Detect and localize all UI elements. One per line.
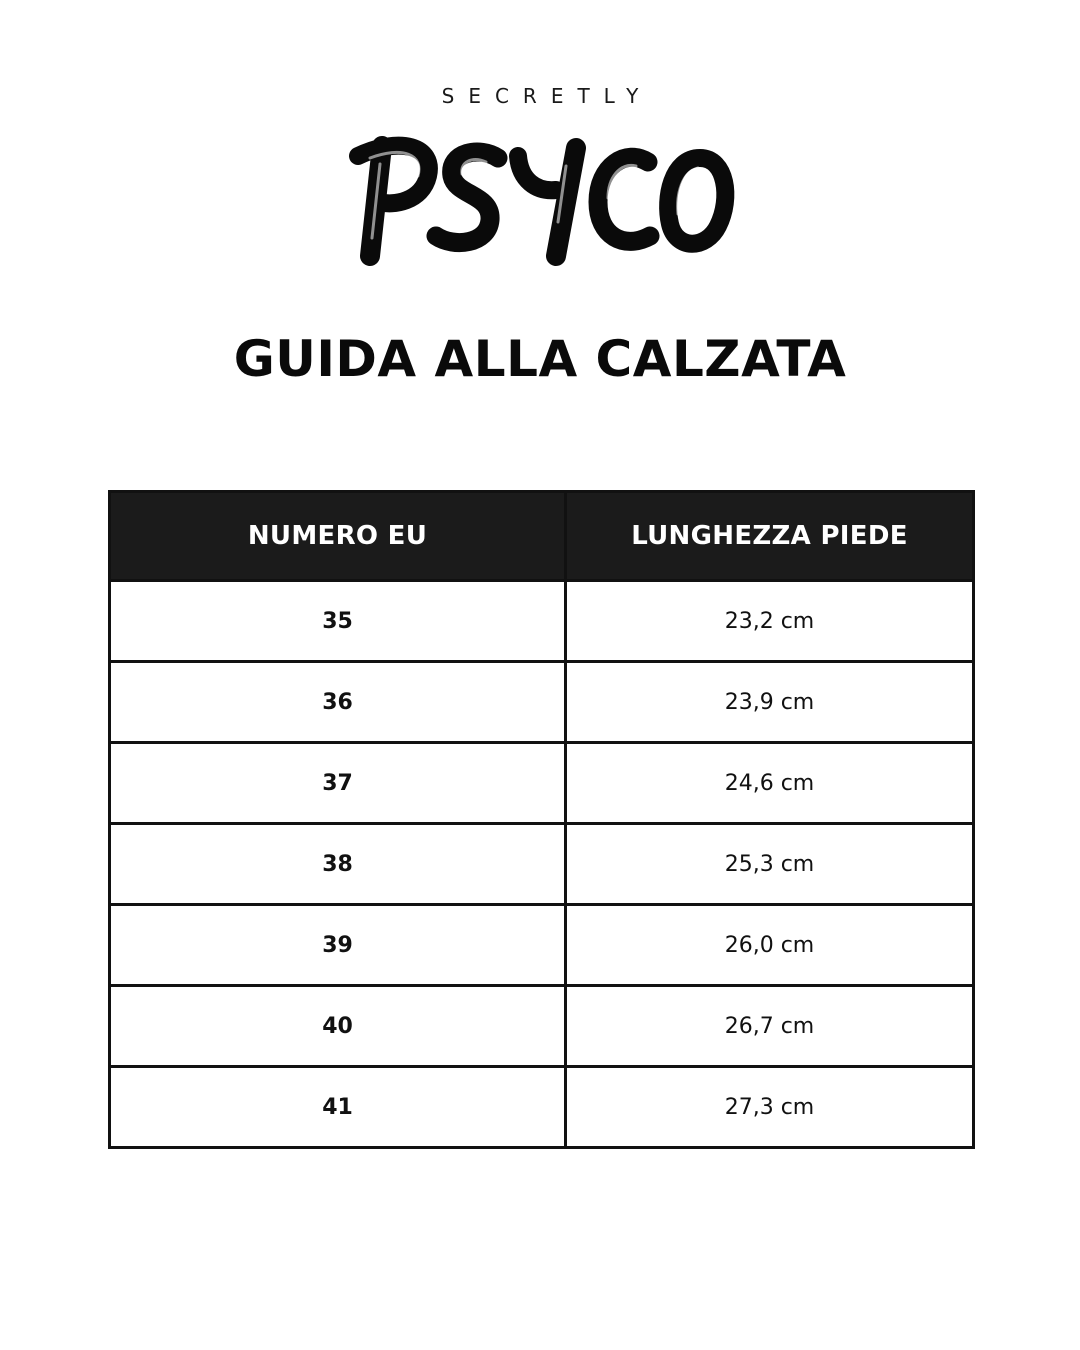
length-cell: 23,2 cm <box>566 581 974 662</box>
size-cell: 36 <box>110 662 566 743</box>
size-cell: 40 <box>110 986 566 1067</box>
header-eu-size: NUMERO EU <box>110 492 566 581</box>
length-cell: 23,9 cm <box>566 662 974 743</box>
size-cell: 38 <box>110 824 566 905</box>
table-header-row <box>110 492 974 581</box>
length-cell: 25,3 cm <box>566 824 974 905</box>
length-cell: 26,0 cm <box>566 905 974 986</box>
header-foot-length: LUNGHEZZA PIEDE <box>566 492 974 581</box>
size-cell: 39 <box>110 905 566 986</box>
size-cell: 35 <box>110 581 566 662</box>
page-title: GUIDA ALLA CALZATA <box>233 330 847 388</box>
length-cell: 27,3 cm <box>566 1067 974 1148</box>
size-guide-table <box>108 490 975 1149</box>
brand-logo <box>330 118 750 268</box>
size-cell: 41 <box>110 1067 566 1148</box>
table-row <box>110 905 974 986</box>
table-row <box>110 986 974 1067</box>
length-cell: 26,7 cm <box>566 986 974 1067</box>
psyco-logo-graphic <box>330 118 750 268</box>
table-row <box>110 824 974 905</box>
table-row <box>110 1067 974 1148</box>
table-row <box>110 662 974 743</box>
table-row <box>110 581 974 662</box>
table-row <box>110 743 974 824</box>
size-cell: 37 <box>110 743 566 824</box>
brand-tagline: SECRETLY <box>441 84 653 108</box>
length-cell: 24,6 cm <box>566 743 974 824</box>
